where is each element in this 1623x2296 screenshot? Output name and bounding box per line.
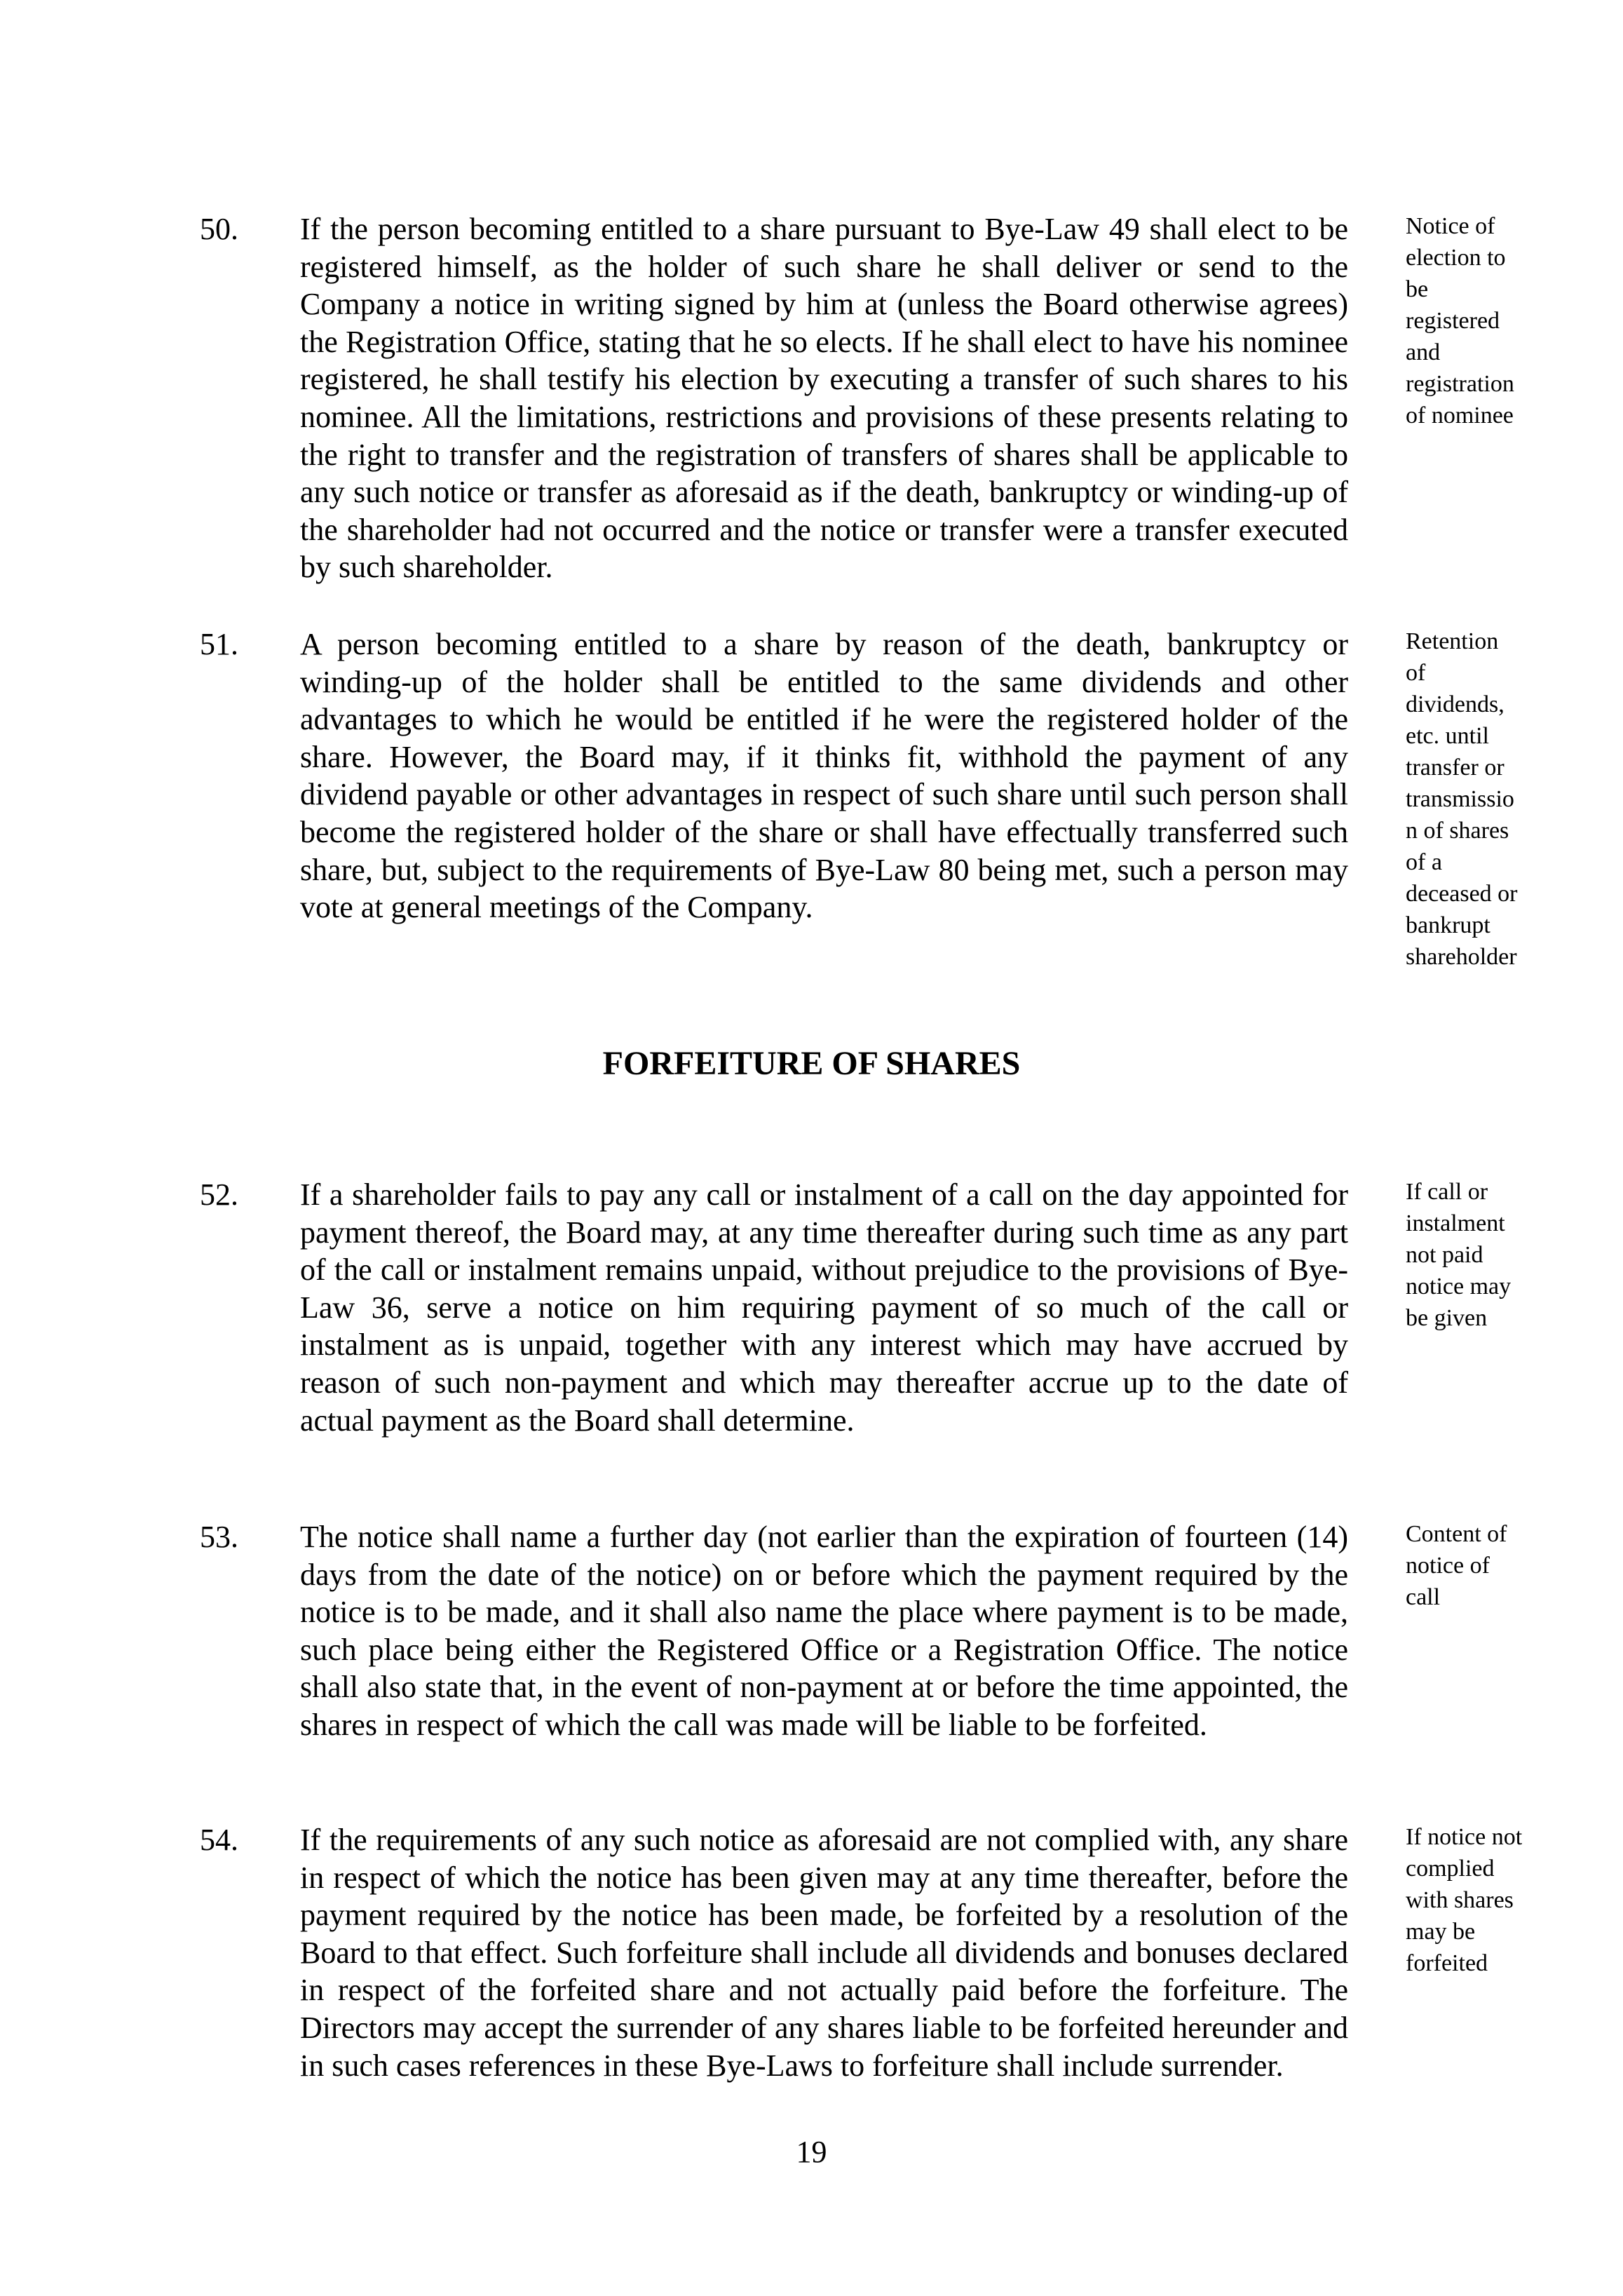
margin-note-line: If call or — [1406, 1179, 1488, 1205]
clause-text: A person becoming entitled to a share by reason of the death, bankruptcy or winding-up of the holder shall be entitled to the same dividends and other advantages to which he would be entitled if he were the registered holder of the share. However, the Board may, if it thinks fit, withhold the payment of any dividend payable or other advantages in respect of such share until such person shall become the registered holder of the share or shall have effectually transferred such share, but, subject to the requirements of Bye-Law 80 being met, such a person may vote at general meetings of the Company. — [300, 627, 1348, 925]
margin-note — [1406, 1176, 1553, 1334]
margin-note-line: Content of — [1406, 1521, 1507, 1547]
margin-note-line: Retention — [1406, 628, 1499, 654]
margin-note-line: election to — [1406, 245, 1506, 271]
margin-note-line: instalment — [1406, 1210, 1505, 1236]
margin-note-line: shareholder — [1406, 944, 1517, 970]
clause-number: 53. — [200, 1520, 238, 1554]
margin-note — [1406, 626, 1553, 973]
clause-text: The notice shall name a further day (not earlier than the expiration of fourteen (14) days from the date of the notice) on or before which the payment required by the notice is to be made, and it shall also name the place where payment is to be made, such place being either the Registered Office or a Registration Office. The notice shall also state that, in the event of non-payment at or before the time appointed, the shares in respect of which the call was made will be liable to be forfeited. — [300, 1520, 1348, 1742]
margin-note-line: may be — [1406, 1919, 1476, 1945]
section-heading: FORFEITURE OF SHARES — [602, 1045, 1021, 1082]
clause-number: 50. — [200, 212, 238, 246]
margin-note-line: forfeited — [1406, 1950, 1488, 1976]
margin-note-line: complied — [1406, 1856, 1495, 1882]
margin-note-line: call — [1406, 1584, 1441, 1610]
margin-note — [1406, 1821, 1553, 1979]
margin-note-line: of a — [1406, 849, 1442, 875]
clause-number: 54. — [200, 1823, 238, 1857]
margin-note-line: transfer or — [1406, 755, 1505, 781]
margin-note-line: etc. until — [1406, 723, 1489, 749]
clause-number: 52. — [200, 1177, 238, 1212]
margin-note-line: Notice of — [1406, 213, 1495, 239]
margin-note-line: of — [1406, 660, 1426, 686]
margin-note-line: registered — [1406, 308, 1500, 334]
margin-note-line: of nominee — [1406, 403, 1514, 428]
margin-note-line: transmissio — [1406, 786, 1514, 812]
margin-note-line: be — [1406, 276, 1429, 302]
clause-text: If the person becoming entitled to a share pursuant to Bye-Law 49 shall elect to be registered himself, as the holder of such share he shall deliver or send to the Company a notice in writing signed by him at (unless the Board otherwise agrees) the Registration Office, stating that he so elects. If he shall elect to have his nominee registered, he shall testify his election by executing a transfer of such shares to his nominee. All the limitations, restrictions and provisions of these presents relating to the right to transfer and the registration of transfers of shares shall be applicable to any such notice or transfer as aforesaid as if the death, bankruptcy or winding-up of the shareholder had not occurred and the notice or transfer were a transfer executed by such shareholder. — [300, 212, 1348, 585]
clause-text: If a shareholder fails to pay any call or instalment of a call on the day appointed for payment thereof, the Board may, at any time thereafter during such time as any part of the call or instalment remains unpaid, without prejudice to the provisions of Bye-Law 36, serve a notice on him requiring payment of so much of the call or instalment as is unpaid, together with any interest which may have accrued by reason of such non-payment and which may thereafter accrue up to the date of actual payment as the Board shall determine. — [300, 1177, 1348, 1438]
clause-text: If the requirements of any such notice as aforesaid are not complied with, any share in respect of which the notice has been given may at any time thereafter, before the payment required by the notice has been made, be forfeited by a resolution of the Board to that effect. Such forfeiture shall include all dividends and bonuses declared in respect of the forfeited share and not actually paid before the forfeiture. The Directors may accept the surrender of any shares liable to be forfeited hereunder and in such cases references in these Bye-Laws to forfeiture shall include surrender. — [300, 1823, 1348, 2083]
margin-note-line: and — [1406, 339, 1441, 365]
margin-note-line: deceased or — [1406, 881, 1518, 907]
margin-note-line: registration — [1406, 371, 1514, 397]
margin-note-line: notice may — [1406, 1274, 1512, 1299]
margin-note-line: n of shares — [1406, 818, 1509, 844]
margin-note — [1406, 210, 1553, 431]
margin-note-line: be given — [1406, 1305, 1488, 1331]
margin-note-line: not paid — [1406, 1242, 1483, 1268]
margin-note-line: dividends, — [1406, 691, 1505, 717]
margin-note — [1406, 1518, 1553, 1613]
margin-note-line: with shares — [1406, 1887, 1514, 1913]
margin-note-line: notice of — [1406, 1553, 1490, 1579]
margin-note-line: bankrupt — [1406, 912, 1490, 938]
page-number: 19 — [796, 2135, 827, 2169]
clause-number: 51. — [200, 627, 238, 661]
margin-note-line: If notice not — [1406, 1824, 1523, 1850]
